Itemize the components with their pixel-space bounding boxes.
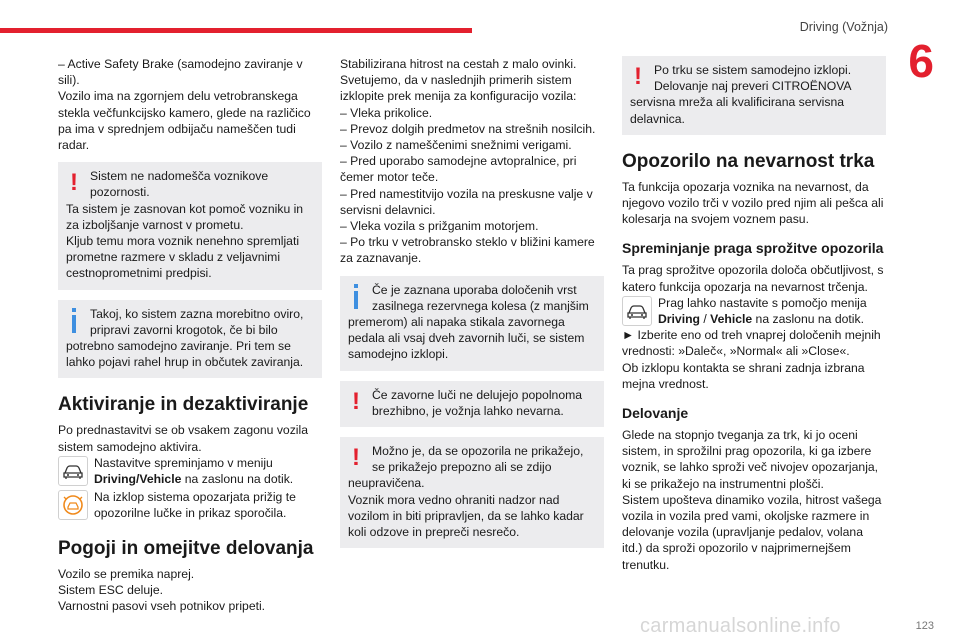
conditions-text: Vozilo se premika naprej. Sistem ESC deluje. Varnostni pasovi vseh potnikov pripeti.	[58, 566, 266, 614]
heading-collision-alert: Opozorilo na nevarnost trka	[622, 150, 875, 172]
chapter-number: 6	[908, 35, 934, 87]
warning-box-collision	[622, 56, 886, 135]
threshold-instruction	[622, 295, 886, 327]
info-body: potrebno samodejno zaviranje. Pri tem se lahko pojavi rahel hrup in občutek zaviranja.	[66, 339, 304, 370]
section-title: Driving (Vožnja)	[799, 20, 888, 34]
exclamation-icon: !	[352, 387, 360, 415]
info-body: premerom) ali napaka stikala zavornega pedala ali vsaj dveh zavornih luči, se sistem samodejno izklopi.	[348, 315, 585, 362]
warning-heading: Sistem ne nadomešča voznikove pozornosti.	[90, 169, 269, 200]
watermark: carmanualsonline.info	[640, 615, 841, 637]
activation-text: Po prednastavitvi se ob vsakem zagonu vozila sistem samodejno aktivira.	[58, 423, 308, 454]
menu-text-post: na zaslonu na dotik.	[181, 472, 294, 487]
warning-body: Ta sistem je zasnovan kot pomoč vozniku in za izboljšanje varnost v prometu. Kljub temu mora voznik nenehno spremljati prometne razmere v skladu z veljavnimi cestnoprometnimi predpisi.	[66, 201, 304, 281]
info-heading: Če je zaznana uporaba določenih vrst zasilnega rezervnega kolesa (z manjšim	[372, 282, 589, 313]
intro-line-1: – Active Safety Brake (samodejno zaviranje v sili).	[58, 57, 303, 88]
warning-box	[58, 162, 322, 289]
warning-body: servisna mreža ali kvalificirana servisna delavnica.	[630, 95, 845, 126]
info-box-spare-wheel	[340, 276, 604, 371]
intro-line-2: Vozilo ima na zgornjem delu vetrobranskega stekla večfunkcijsko kamero, glede na različico pa ima v sprednjem odbijaču nameščen tudi radar.	[58, 89, 311, 153]
column-2	[340, 56, 604, 558]
heading-activation: Aktiviranje in dezaktiviranje	[58, 394, 309, 416]
info-icon	[72, 308, 76, 334]
info-icon	[354, 284, 358, 310]
threshold-text-post: na zaslonu na dotik.	[752, 312, 864, 327]
lamp-text: Na izklop sistema opozarjata prižig te opozorilne lučke in prikaz sporočila.	[94, 490, 296, 521]
threshold-choice-text: ► Izberite eno od treh vnaprej določenih mejnih vrednosti: »Daleč«, »Normal« ali »Close«. Ob izklopu kontakta se shrani zadnja izbrana mejna vrednost.	[622, 328, 881, 391]
deactivation-advice: Stabilizirana hitrost na cestah z malo ovinki. Svetujemo, da v naslednjih primerih sistem izklopite prek menija za konfiguracijo vozila: – Vleka prikolice. – Prevoz dolgih predmetov na strešnih nosilcih. – Vozilo z nameščenimi snežnimi verigami. – Pred uporabo samodejne avtopralnice, pri čemer motor teče. – Pred namestitvijo vozila na preskusne valje v servisni delavnici. – Vleka vozila s prižganim motorjem. – Po trku v vetrobransko steklo v bližini kamere za zaznavanje.	[340, 57, 596, 266]
menu-separator: /	[699, 312, 711, 327]
warning-box-brake-lights	[340, 381, 604, 427]
menu-instruction	[58, 455, 322, 487]
menu-text-pre: Nastavitve spreminjamo v meniju	[94, 455, 273, 470]
warning-box-alerts	[340, 437, 604, 548]
operation-text: Glede na stopnjo tveganja za trk, ki jo oceni sistem, in sprožilni prag opozorila, ki ga izbere voznik, se lahko sproži več nivojev opozarjanja, ki se prikažejo na instrumentni plošči. Sistem upošteva dinamiko vozila, hitrost vašega vozila in vozila pred vami, okoljske razmere in delovanje vozila (upravljanje pedalov, volana itd.) da sproži opozorilo v najprimernejšem trenutku.	[622, 428, 882, 572]
exclamation-icon: !	[634, 63, 642, 90]
info-box	[58, 300, 322, 379]
heading-operation: Delovanje	[622, 405, 689, 422]
warning-heading: Možno je, da se opozorila ne prikažejo, se prikažejo prepozno ali se zdijo	[372, 444, 584, 475]
header-red-bar	[0, 28, 472, 33]
column-3	[622, 56, 886, 573]
menu-path: Driving/Vehicle	[94, 472, 182, 487]
exclamation-icon: !	[352, 444, 360, 472]
heading-threshold: Spreminjanje praga sprožitve opozorila	[622, 240, 884, 257]
info-heading: Takoj, ko sistem zazna morebitno oviro, pripravi zavorni krogotok, če bi bilo	[90, 306, 304, 337]
heading-conditions: Pogoji in omejitve delovanja	[58, 537, 314, 559]
car-front-icon	[622, 296, 652, 326]
column-1	[58, 56, 322, 614]
menu-vehicle: Vehicle	[710, 312, 753, 327]
menu-driving: Driving	[658, 312, 700, 327]
car-front-icon	[58, 456, 88, 486]
page-number: 123	[915, 620, 934, 632]
collision-text: Ta funkcija opozarja voznika na nevarnost, da njegovo vozilo trči v vozilo pred njim ali pešca ali kolesarja na svojem voznem pasu.	[622, 179, 884, 227]
lamp-instruction	[58, 489, 322, 521]
threshold-text-pre: Prag lahko nastavite s pomočjo menija	[658, 295, 867, 310]
collision-warning-lamp-icon	[58, 490, 88, 520]
warning-heading: Po trku se sistem samodejno izklopi. Delovanje naj preveri CITROËNOVA	[654, 63, 852, 94]
threshold-text: Ta prag sprožitve opozorila določa občutljivost, s katero funkcija opozarja na nevarnost trčenja.	[622, 263, 884, 294]
warning-heading: Če zavorne luči ne delujejo popolnoma brezhibno, je vožnja lahko nevarna.	[372, 387, 583, 418]
warning-body: neupravičena. Voznik mora vedno ohraniti nadzor nad vozilom in biti pripravljen, da se lahko kadar koli odzove in prepreči nesrečo.	[348, 476, 584, 540]
exclamation-icon: !	[70, 169, 78, 197]
